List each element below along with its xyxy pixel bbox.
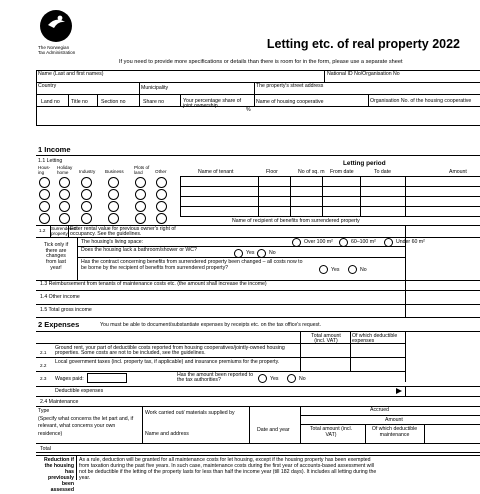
rule	[324, 70, 325, 82]
arrow-right-icon	[396, 388, 402, 394]
rule	[139, 94, 140, 106]
rule	[97, 94, 98, 106]
contract-yes-radio[interactable]	[319, 265, 328, 274]
street-address-label: The property's street address	[256, 83, 324, 89]
60-100-radio[interactable]	[339, 238, 348, 247]
rule	[36, 455, 480, 456]
rule	[180, 216, 480, 217]
housing-coop-name-label: Name of housing cooperative	[256, 99, 324, 105]
rule	[36, 357, 405, 358]
deductible-header: Of which deductible expenses	[352, 333, 398, 345]
logo-text-line1: The Norwegian	[38, 45, 70, 50]
letting-type-radio[interactable]	[156, 189, 167, 200]
type-industry: Industry	[79, 169, 96, 174]
type-plots: Plots of land	[134, 165, 150, 175]
letting-type-radio[interactable]	[156, 177, 167, 188]
rule	[180, 94, 181, 106]
letting-type-radio[interactable]	[81, 201, 92, 212]
title-no-label: Title no	[71, 99, 88, 105]
expenses-subtext: You must be able to document/substantiate expenses by receipts etc. on the tax office's request.	[100, 322, 322, 328]
rule	[368, 94, 369, 106]
rule	[36, 290, 480, 291]
rule	[76, 455, 77, 480]
rule	[424, 424, 425, 443]
section-no-label: Section no	[101, 99, 126, 105]
letting-label: 1.1 Letting	[38, 158, 63, 164]
rule	[180, 186, 480, 187]
rule	[36, 304, 480, 305]
rule	[180, 176, 480, 177]
rule	[180, 196, 480, 197]
amount-label: Amount	[385, 417, 403, 423]
form-title: Letting etc. of real property 2022	[266, 37, 460, 51]
letting-type-radio[interactable]	[59, 201, 70, 212]
r22-number: 2.2	[40, 363, 47, 368]
rule	[405, 225, 406, 280]
letting-type-radio[interactable]	[135, 177, 146, 188]
rule	[36, 125, 480, 126]
letting-type-radio[interactable]	[59, 177, 70, 188]
col-from-date: From date	[330, 169, 354, 175]
rule	[139, 82, 140, 94]
rule	[360, 176, 361, 216]
rule	[36, 406, 480, 407]
type-holiday-home: Holiday home	[57, 165, 73, 175]
type-label: Type	[38, 408, 50, 414]
letting-type-radio[interactable]	[108, 189, 119, 200]
rule	[142, 406, 143, 443]
national-id-label: National ID No/Organisation No	[327, 71, 400, 77]
rule	[180, 206, 480, 207]
rule	[77, 237, 78, 280]
shower-no-label: No	[269, 250, 276, 256]
r21-text: Ground rent, your part of deductible costs reported from housing cooperatives/jointly-owned housing properties. Some costs are not to be included, see the guidelines.	[55, 345, 285, 357]
letting-type-radio[interactable]	[39, 177, 50, 188]
letting-type-radio[interactable]	[108, 201, 119, 212]
letting-type-radio[interactable]	[135, 189, 146, 200]
letting-type-radio[interactable]	[156, 213, 167, 224]
country-label: Country	[38, 83, 57, 89]
r23-number: 2.3	[40, 376, 47, 381]
rule	[249, 406, 250, 443]
letting-type-radio[interactable]	[39, 189, 50, 200]
col-to-date: To date	[374, 169, 392, 175]
r12-text: Enter rental value for previous owner's right of occupancy. See the guidelines.	[70, 226, 176, 238]
r15-label: 1.5 Total gross income	[40, 307, 92, 313]
rule	[405, 176, 406, 216]
work-carried-label: Work carried out/ materials supplied by	[145, 410, 235, 416]
letting-type-radio[interactable]	[135, 201, 146, 212]
wages-input[interactable]	[87, 373, 127, 383]
rule	[36, 331, 480, 332]
letting-type-radio[interactable]	[108, 213, 119, 224]
rule	[36, 155, 480, 156]
col-sq-m: No of sq. m	[298, 169, 325, 175]
letting-period-heading: Letting period	[343, 160, 386, 167]
over-100-label: Over 100 m²	[304, 239, 333, 245]
r21-number: 2.1	[40, 350, 47, 355]
rule	[300, 331, 301, 371]
contract-no-radio[interactable]	[348, 265, 357, 274]
recipient-name-label: Name of recipient of benefits from surrendered property	[232, 218, 360, 224]
letting-type-radio[interactable]	[59, 213, 70, 224]
rule	[322, 176, 323, 216]
letting-type-radio[interactable]	[135, 213, 146, 224]
shower-yes-label: Yes	[246, 250, 255, 256]
r22-text: Local government taxes (incl. property tax, if applicable) and insurance premiums for the property.	[55, 359, 280, 365]
col-floor: Floor	[266, 169, 278, 175]
logo-text-line2: Tax Administration	[38, 50, 76, 55]
rule	[258, 176, 259, 216]
contract-no-label: No	[360, 267, 367, 273]
letting-type-radio[interactable]	[81, 213, 92, 224]
wages-yes-label: Yes	[270, 376, 279, 382]
letting-type-radio[interactable]	[59, 189, 70, 200]
rule	[350, 331, 351, 371]
type-housing: Hous-ing	[38, 165, 51, 175]
tax-administration-logo	[38, 8, 74, 44]
rule	[36, 443, 480, 444]
rule	[36, 70, 37, 125]
municipality-label: Municipality	[141, 85, 169, 91]
r12-number: 1.2	[39, 228, 46, 233]
name-label: Name (Last and first names)	[38, 71, 104, 77]
letting-type-radio[interactable]	[108, 177, 119, 188]
letting-type-radio[interactable]	[156, 201, 167, 212]
income-heading: 1 Income	[38, 145, 71, 154]
r13-label: 1.3 Reimbursement from tenants of maintenance costs etc. (the amount shall increase the income)	[40, 281, 267, 287]
joint-share-label: Your percentage share of joint ownership	[183, 98, 242, 110]
tick-only-label: Tick only if there are changes from last year!	[43, 242, 69, 271]
letting-type-radio[interactable]	[81, 189, 92, 200]
housing-coop-org-label: Organisation No. of the housing cooperative	[370, 98, 472, 104]
expenses-heading: 2 Expenses	[38, 320, 80, 329]
rule	[36, 343, 405, 344]
total-amount-header: Total amount (incl. VAT)	[311, 333, 341, 345]
reduction-text: As a rule, deduction will be granted for all maintenance costs for let housing, except if the housing property has been exempted from taxation during the past five years. In such case, maintenance costs during the first year of accounts-based assessment will not be deductible if the letting of the property lasts for less than half the income year (till 182 days). It includes all letting during the year.	[79, 457, 377, 481]
total-incl-vat-label: Total amount (incl. VAT)	[309, 426, 353, 438]
rule	[254, 94, 255, 106]
date-year-label: Date and year	[257, 427, 290, 433]
deductible-expenses-label: Deductible expenses	[55, 388, 104, 394]
shower-yes-radio[interactable]	[234, 249, 243, 258]
under-60-label: Under 60 m²	[396, 239, 425, 245]
total-label: Total	[40, 446, 51, 452]
type-other: Other	[155, 169, 167, 174]
rule	[36, 317, 480, 318]
rule	[405, 386, 406, 396]
under-60-radio[interactable]	[384, 238, 393, 247]
rule	[254, 82, 255, 94]
contract-yes-label: Yes	[331, 267, 340, 273]
reduction-label: Reduction if the housing has previously been assessed	[44, 457, 74, 493]
living-space-label: The housing's living space:	[81, 239, 144, 245]
60-100-label: 60–100 m²	[351, 239, 376, 245]
over-100-radio[interactable]	[292, 238, 301, 247]
shower-no-radio[interactable]	[257, 249, 266, 258]
rule	[365, 424, 366, 443]
rule	[300, 415, 480, 416]
rule	[405, 331, 406, 382]
wages-yes-radio[interactable]	[258, 374, 267, 383]
rule	[36, 452, 480, 453]
r23-question: Has the amount been reported to the tax authorities?	[177, 372, 254, 384]
name-address-label: Name and address	[145, 431, 189, 437]
col-amount: Amount	[449, 169, 467, 175]
rule	[36, 396, 480, 397]
letting-type-radio[interactable]	[39, 201, 50, 212]
rule	[180, 176, 181, 216]
r23-text: Wages paid:	[55, 376, 84, 382]
contract-question: Has the contract concerning benefits from surrendered property been changed – all costs now to be borne by the recipient of benefits from surrendered property?	[81, 259, 303, 271]
r12-label: Surrendered property	[51, 226, 77, 236]
r14-label: 1.4 Other income	[40, 294, 80, 300]
col-name-of-tenant: Name of tenant	[198, 169, 234, 175]
r24-label: 2.4 Maintenance	[40, 399, 79, 405]
wages-no-radio[interactable]	[287, 374, 296, 383]
rule	[68, 94, 69, 106]
rule	[36, 386, 480, 387]
form-instruction: If you need to provide more specifications or details than there is room for in the form, please use a separate sheet	[119, 59, 403, 65]
rule	[36, 106, 480, 107]
share-no-label: Share no	[143, 99, 165, 105]
rule	[300, 424, 480, 425]
wages-no-label: No	[299, 376, 306, 382]
type-spec: (Specify what concerns the let part and, if relevant, what concerns your own residence)	[38, 416, 134, 437]
land-no-label: Land no	[41, 99, 60, 105]
deductible-maintenance-label: Of which deductible maintenance	[371, 426, 418, 438]
accrued-label: Accrued	[370, 407, 390, 413]
letting-type-radio[interactable]	[81, 177, 92, 188]
percent-sign: %	[246, 107, 251, 113]
rule	[405, 280, 406, 317]
type-business: Business	[105, 169, 124, 174]
rule	[36, 94, 480, 95]
rule	[290, 176, 291, 216]
letting-type-radio[interactable]	[39, 213, 50, 224]
shower-question: Does the housing lack a bathroom/shower or WC?	[81, 247, 197, 253]
